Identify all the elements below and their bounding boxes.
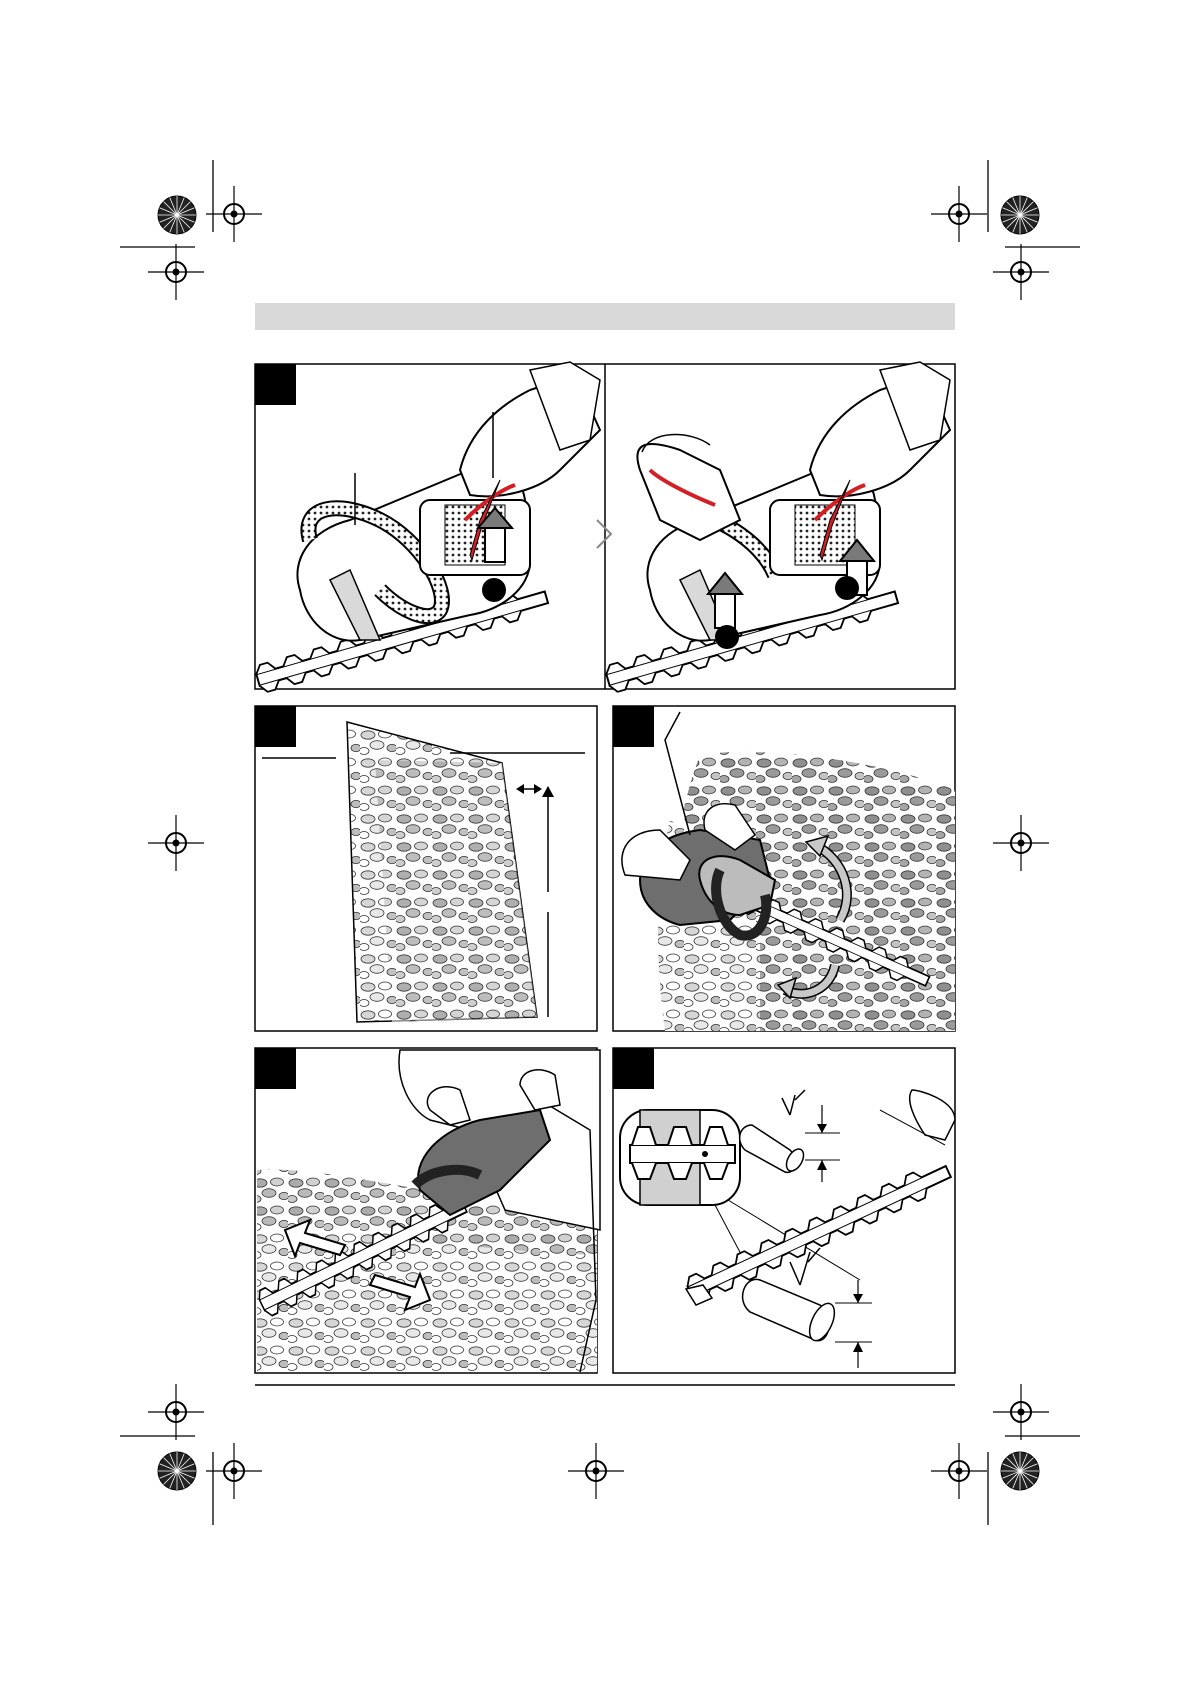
figure-number-box	[255, 364, 296, 405]
figure-5	[613, 1048, 955, 1373]
figure-2	[255, 706, 597, 1031]
color-wheel-icon	[158, 196, 196, 234]
registration-mark-icon	[931, 186, 987, 242]
figure-number-box	[255, 706, 296, 747]
registration-mark-icon	[206, 186, 262, 242]
step-marker	[715, 625, 739, 649]
step-marker	[482, 578, 506, 602]
color-wheel-icon	[1001, 196, 1039, 234]
color-wheel-icon	[158, 1452, 196, 1490]
figure-4	[255, 1048, 600, 1373]
registration-mark-icon	[206, 1443, 262, 1499]
header-bar	[255, 303, 955, 330]
figure-number-box	[613, 1048, 654, 1089]
registration-mark-icon	[148, 815, 204, 871]
step-marker	[835, 576, 859, 600]
figure-3	[613, 706, 955, 1031]
registration-mark-icon	[148, 1384, 204, 1440]
color-wheel-icon	[1001, 1452, 1039, 1490]
figure-number-box	[613, 706, 654, 747]
figure-1	[254, 362, 955, 693]
figure-number-box	[255, 1048, 296, 1089]
registration-mark-icon	[993, 1384, 1049, 1440]
registration-mark-icon	[148, 244, 204, 300]
registration-mark-icon	[993, 815, 1049, 871]
registration-mark-icon	[931, 1443, 987, 1499]
registration-mark-icon	[568, 1443, 624, 1499]
registration-mark-icon	[993, 244, 1049, 300]
